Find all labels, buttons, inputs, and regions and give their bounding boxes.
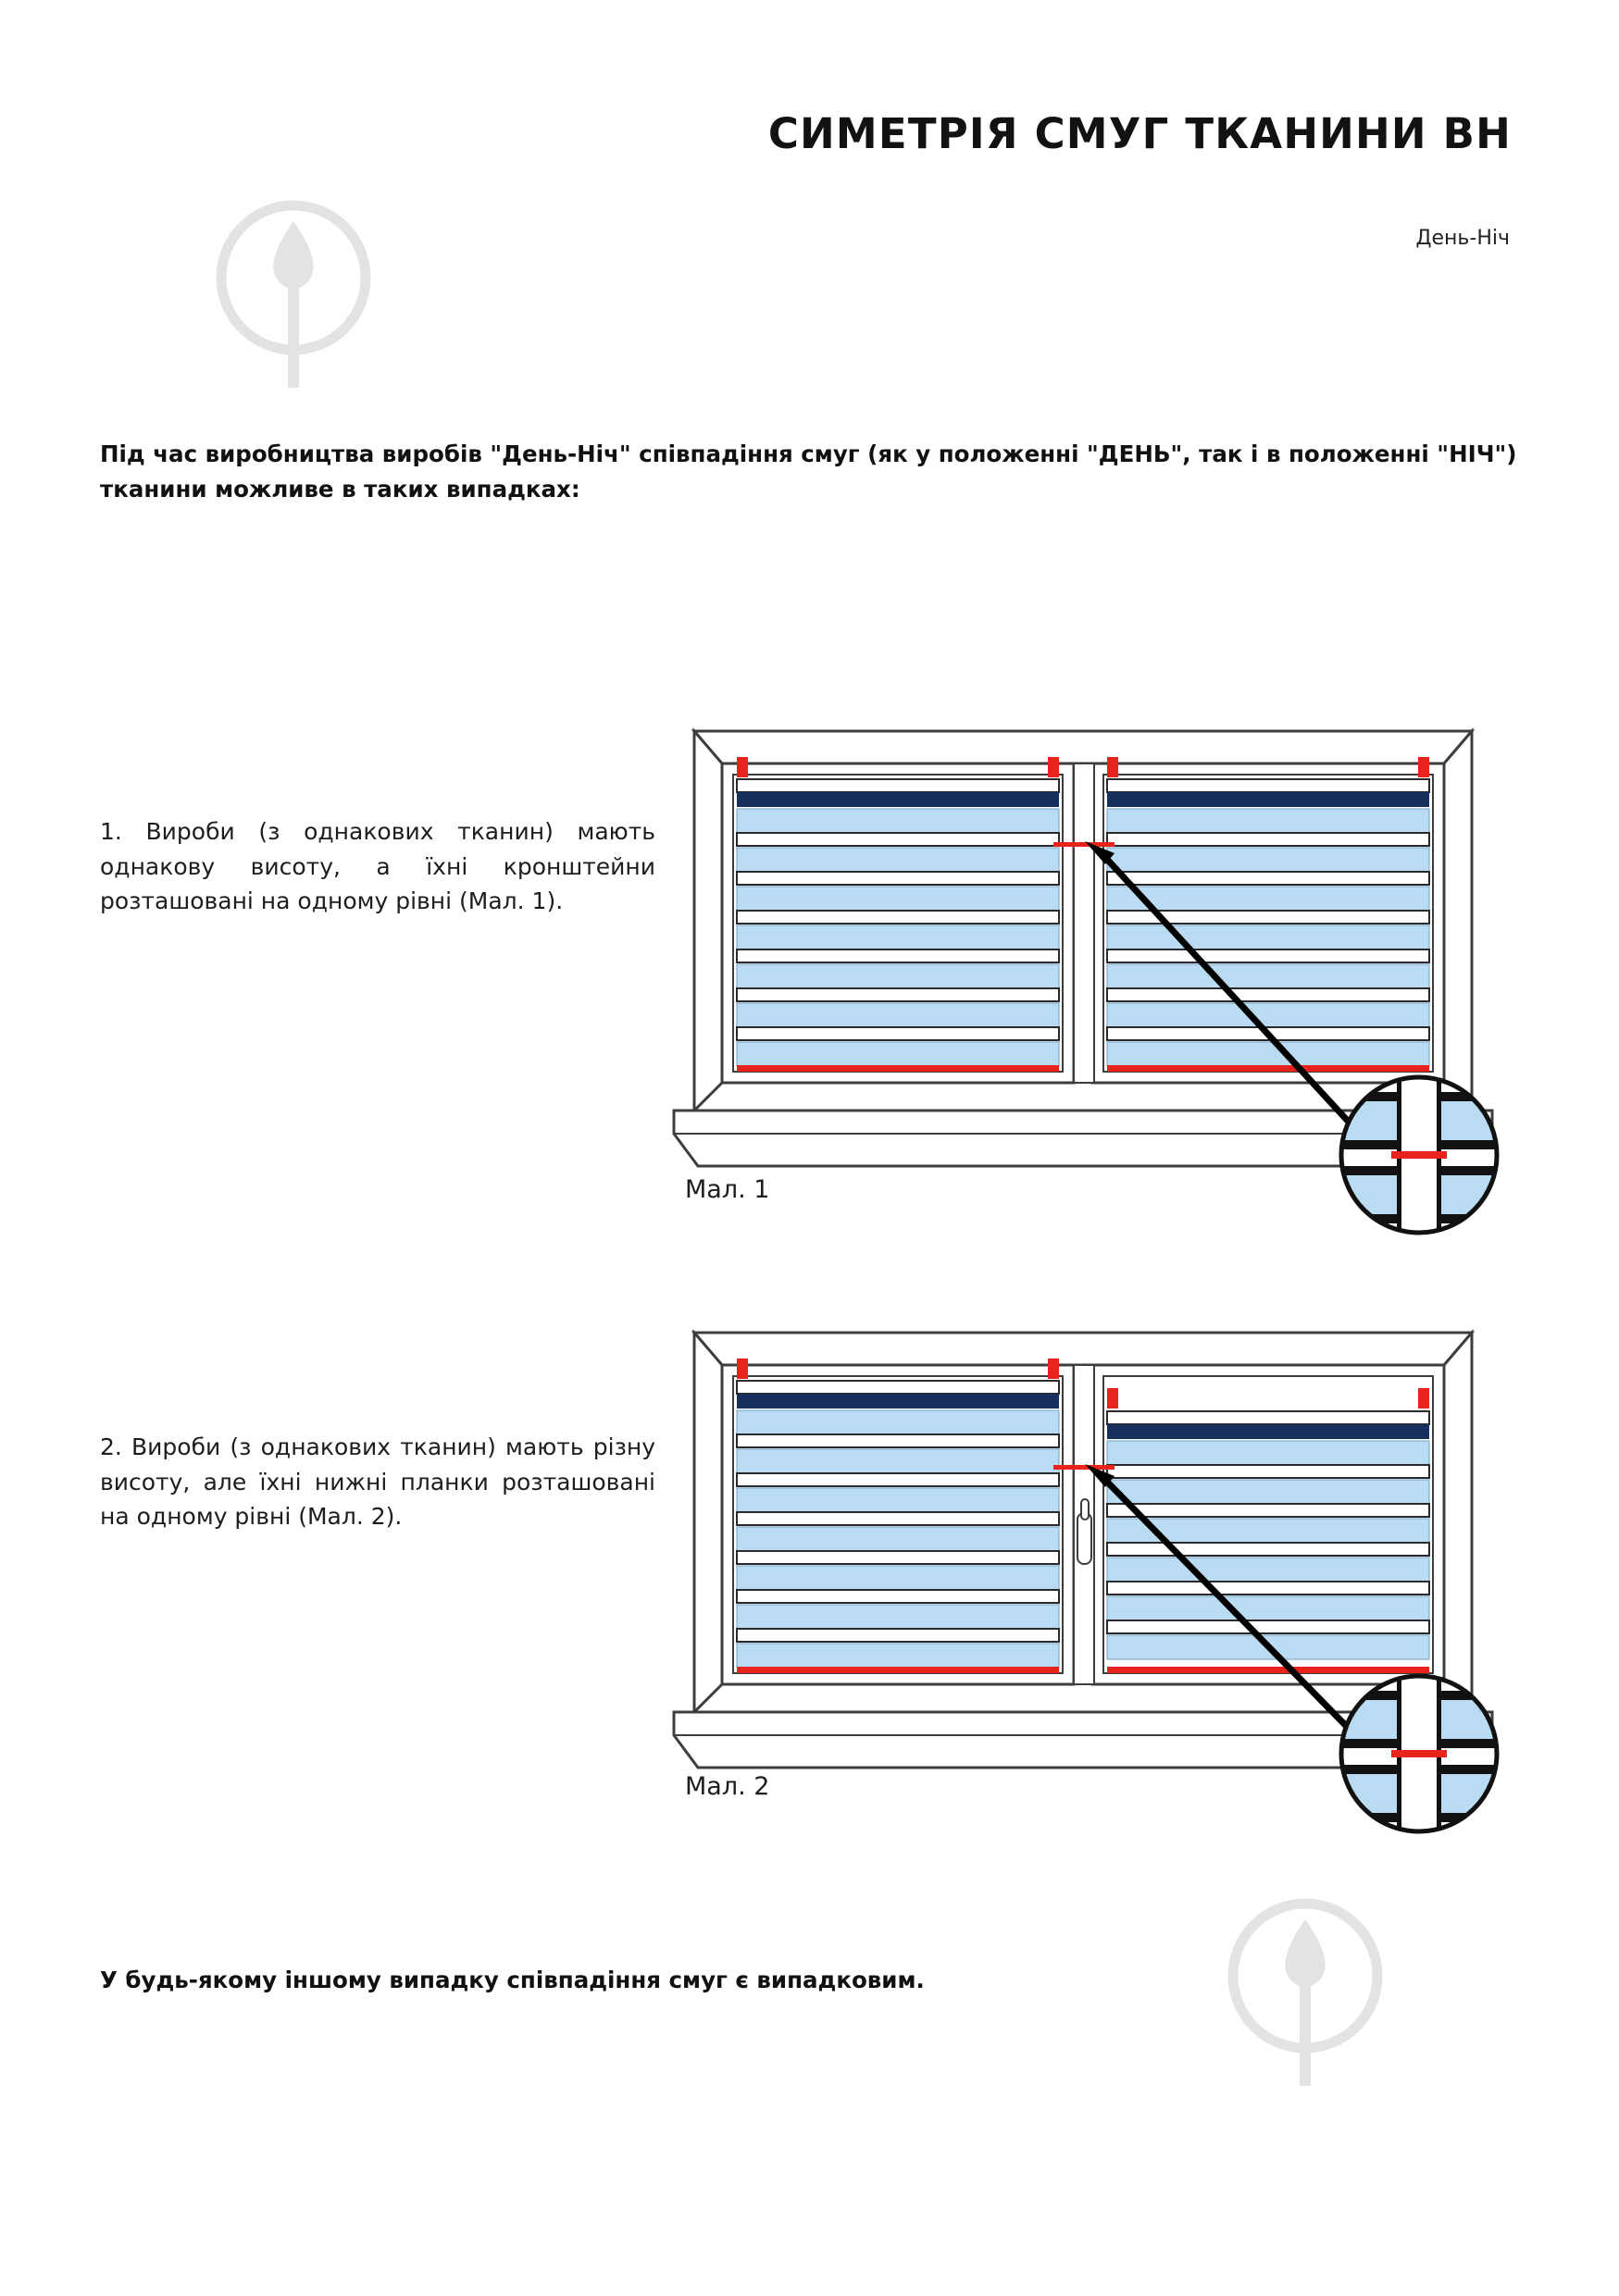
figure-2-caption: Мал. 2	[685, 1772, 770, 1801]
left-blind-slats	[737, 779, 1059, 1072]
figure-1-magnifier	[1336, 1072, 1502, 1238]
right-blind-slats	[1107, 1411, 1429, 1673]
case-2-description: 2. Вироби (з однакових тканин) мають різну висоту, але їхні нижні планки розташовані на одному рівні (Мал. 2).	[100, 1433, 655, 1530]
bracket-mark	[1418, 757, 1429, 777]
page-subtitle: День-Ніч	[1415, 227, 1510, 250]
alignment-marker	[1053, 842, 1115, 847]
page-title: СИМЕТРІЯ СМУГ ТКАНИНИ ВН	[767, 109, 1512, 158]
alignment-marker	[1053, 1465, 1115, 1470]
bracket-mark	[1107, 1388, 1118, 1409]
bracket-mark	[1048, 757, 1059, 777]
bracket-mark	[1107, 757, 1118, 777]
case-1-description: 1. Вироби (з однакових тканин) мають однакову висоту, а їхні кронштейни розташовані на одному рівні (Мал. 1).	[100, 818, 655, 914]
bracket-mark	[737, 757, 748, 777]
magnified-detail-circle-icon	[1336, 1670, 1502, 1837]
intro-paragraph: Під час виробництва виробів "День-Ніч" співпадіння смуг (як у положенні "ДЕНЬ", так і в положенні "НІЧ") тканини можливе в таких випадках:	[100, 441, 1517, 503]
footer-note: У будь-якому іншому випадку співпадіння смуг є випадковим.	[100, 1967, 925, 1993]
right-blind-slats	[1107, 779, 1429, 1072]
bracket-mark	[1048, 1359, 1059, 1379]
figure-1-caption: Мал. 1	[685, 1175, 770, 1204]
left-blind-slats	[737, 1381, 1059, 1673]
bracket-mark	[737, 1359, 748, 1379]
watermark-top	[215, 180, 372, 393]
drop-in-ring-watermark-icon	[215, 180, 372, 393]
figure-2-magnifier	[1336, 1670, 1502, 1837]
bracket-mark	[1418, 1388, 1429, 1409]
magnified-detail-circle-icon	[1336, 1072, 1502, 1238]
